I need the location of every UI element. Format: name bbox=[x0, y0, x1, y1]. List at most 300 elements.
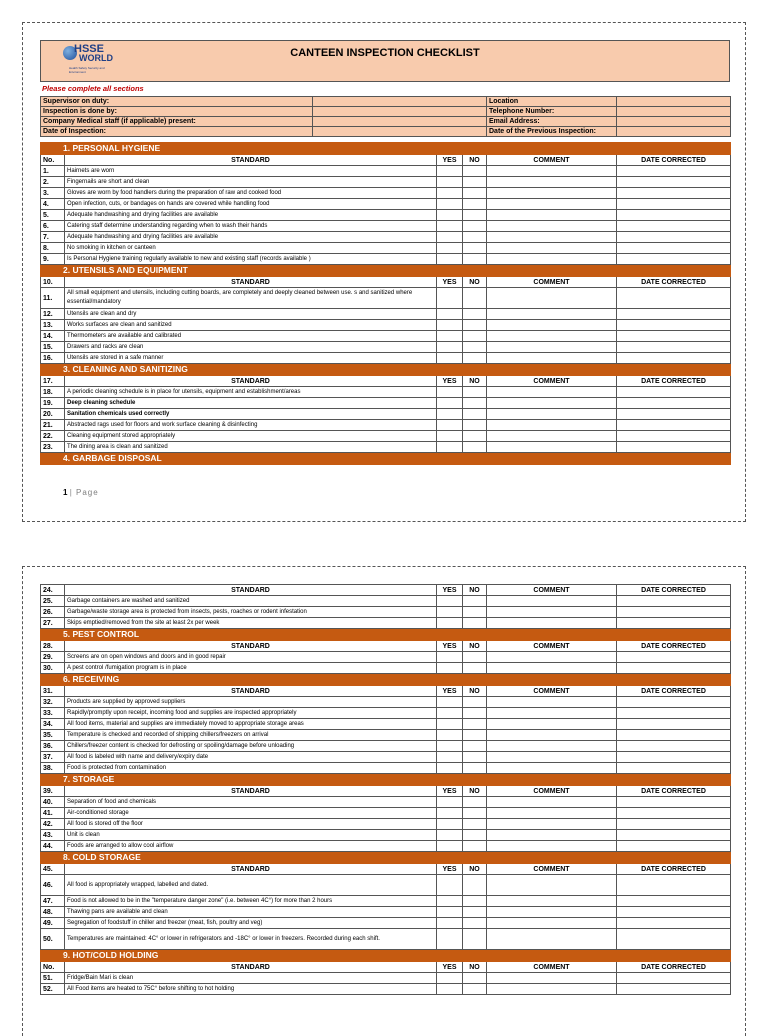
col-no: No. bbox=[41, 155, 65, 166]
yes-cell[interactable] bbox=[437, 431, 463, 442]
no-cell[interactable] bbox=[463, 819, 487, 830]
yes-cell[interactable] bbox=[437, 409, 463, 420]
comment-cell[interactable] bbox=[487, 607, 617, 618]
yes-cell[interactable] bbox=[437, 708, 463, 719]
yes-cell[interactable] bbox=[437, 896, 463, 907]
comment-cell[interactable] bbox=[487, 596, 617, 607]
yes-cell[interactable] bbox=[437, 331, 463, 342]
no-cell[interactable] bbox=[463, 243, 487, 254]
comment-cell[interactable] bbox=[487, 918, 617, 929]
section-title: 1. PERSONAL HYGIENE bbox=[41, 143, 731, 155]
checklist-row bbox=[41, 841, 731, 852]
date-corrected-cell[interactable] bbox=[617, 166, 731, 177]
date-corrected-cell[interactable] bbox=[617, 819, 731, 830]
inspection-info-table bbox=[40, 96, 731, 137]
comment-cell[interactable] bbox=[487, 618, 617, 629]
date-corrected-cell[interactable] bbox=[617, 918, 731, 929]
yes-cell[interactable] bbox=[437, 973, 463, 984]
no-cell[interactable] bbox=[463, 708, 487, 719]
no-cell[interactable] bbox=[463, 254, 487, 265]
item-number: 32. bbox=[41, 697, 65, 708]
date-corrected-cell[interactable] bbox=[617, 741, 731, 752]
section-title: 4. GARBAGE DISPOSAL bbox=[41, 453, 731, 465]
item-number: 37. bbox=[41, 752, 65, 763]
comment-cell[interactable] bbox=[487, 741, 617, 752]
date-corrected-cell[interactable] bbox=[617, 199, 731, 210]
comment-cell[interactable] bbox=[487, 929, 617, 950]
column-header-row bbox=[41, 376, 731, 387]
item-number: 49. bbox=[41, 918, 65, 929]
yes-cell[interactable] bbox=[437, 652, 463, 663]
no-cell[interactable] bbox=[463, 221, 487, 232]
date-corrected-cell[interactable] bbox=[617, 618, 731, 629]
no-cell[interactable] bbox=[463, 210, 487, 221]
col-no: No. bbox=[41, 962, 65, 973]
date-corrected-cell[interactable] bbox=[617, 596, 731, 607]
date-inspection-field[interactable] bbox=[313, 127, 487, 137]
item-number: 4. bbox=[41, 199, 65, 210]
column-header-row bbox=[41, 155, 731, 166]
col-yes: YES bbox=[437, 786, 463, 797]
comment-cell[interactable] bbox=[487, 288, 617, 309]
no-cell[interactable] bbox=[463, 618, 487, 629]
date-corrected-cell[interactable] bbox=[617, 841, 731, 852]
item-standard: Adequate handwashing and drying facilities are available bbox=[65, 232, 437, 243]
col-comment: COMMENT bbox=[487, 641, 617, 652]
item-number: 36. bbox=[41, 741, 65, 752]
yes-cell[interactable] bbox=[437, 243, 463, 254]
no-cell[interactable] bbox=[463, 342, 487, 353]
item-number: 15. bbox=[41, 342, 65, 353]
no-cell[interactable] bbox=[463, 752, 487, 763]
yes-cell[interactable] bbox=[437, 819, 463, 830]
item-standard: Is Personal Hygiene training regularly available to new and existing staff (records available ) bbox=[65, 254, 437, 265]
yes-cell[interactable] bbox=[437, 342, 463, 353]
column-header-row bbox=[41, 277, 731, 288]
no-cell[interactable] bbox=[463, 697, 487, 708]
date-corrected-cell[interactable] bbox=[617, 232, 731, 243]
date-corrected-cell[interactable] bbox=[617, 309, 731, 320]
date-corrected-cell[interactable] bbox=[617, 752, 731, 763]
item-standard: Drawers and racks are clean bbox=[65, 342, 437, 353]
checklist-row bbox=[41, 984, 731, 995]
comment-cell[interactable] bbox=[487, 431, 617, 442]
comment-cell[interactable] bbox=[487, 830, 617, 841]
item-standard: The dining area is clean and sanitized bbox=[65, 442, 437, 453]
checklist-row bbox=[41, 808, 731, 819]
no-cell[interactable] bbox=[463, 232, 487, 243]
col-comment: COMMENT bbox=[487, 686, 617, 697]
checklist-row bbox=[41, 730, 731, 741]
comment-cell[interactable] bbox=[487, 331, 617, 342]
no-cell[interactable] bbox=[463, 841, 487, 852]
item-number: 45. bbox=[41, 864, 65, 875]
date-corrected-cell[interactable] bbox=[617, 708, 731, 719]
yes-cell[interactable] bbox=[437, 320, 463, 331]
prev-inspection-label: Date of the Previous Inspection: bbox=[487, 127, 617, 137]
checklist-row bbox=[41, 221, 731, 232]
col-yes: YES bbox=[437, 641, 463, 652]
comment-cell[interactable] bbox=[487, 199, 617, 210]
date-corrected-cell[interactable] bbox=[617, 188, 731, 199]
section-title: 5. PEST CONTROL bbox=[41, 629, 731, 641]
item-number: 2. bbox=[41, 177, 65, 188]
item-standard: Air-conditioned storage bbox=[65, 808, 437, 819]
no-cell[interactable] bbox=[463, 984, 487, 995]
comment-cell[interactable] bbox=[487, 752, 617, 763]
yes-cell[interactable] bbox=[437, 309, 463, 320]
col-yes: YES bbox=[437, 277, 463, 288]
date-corrected-cell[interactable] bbox=[617, 797, 731, 808]
no-cell[interactable] bbox=[463, 596, 487, 607]
no-cell[interactable] bbox=[463, 607, 487, 618]
item-number: 9. bbox=[41, 254, 65, 265]
comment-cell[interactable] bbox=[487, 387, 617, 398]
date-corrected-cell[interactable] bbox=[617, 907, 731, 918]
col-comment: COMMENT bbox=[487, 277, 617, 288]
date-corrected-cell[interactable] bbox=[617, 896, 731, 907]
comment-cell[interactable] bbox=[487, 177, 617, 188]
date-corrected-cell[interactable] bbox=[617, 973, 731, 984]
item-standard: Skips emptied/removed from the site at least 2x per week bbox=[65, 618, 437, 629]
no-cell[interactable] bbox=[463, 409, 487, 420]
no-cell[interactable] bbox=[463, 309, 487, 320]
checklist-row bbox=[41, 288, 731, 309]
item-standard: Food is not allowed to be in the "temperature danger zone" (i.e. between 4C°) for more than 2 hours bbox=[65, 896, 437, 907]
col-standard: STANDARD bbox=[65, 277, 437, 288]
item-number: 20. bbox=[41, 409, 65, 420]
checklist-row bbox=[41, 232, 731, 243]
yes-cell[interactable] bbox=[437, 387, 463, 398]
no-cell[interactable] bbox=[463, 431, 487, 442]
page-number: 1 bbox=[63, 488, 68, 497]
date-corrected-cell[interactable] bbox=[617, 984, 731, 995]
col-date-corrected: DATE CORRECTED bbox=[617, 155, 731, 166]
comment-cell[interactable] bbox=[487, 819, 617, 830]
yes-cell[interactable] bbox=[437, 221, 463, 232]
item-number: 48. bbox=[41, 907, 65, 918]
supervisor-label: Supervisor on duty: bbox=[41, 97, 313, 107]
comment-cell[interactable] bbox=[487, 896, 617, 907]
checklist-row bbox=[41, 431, 731, 442]
no-cell[interactable] bbox=[463, 797, 487, 808]
yes-cell[interactable] bbox=[437, 875, 463, 896]
date-corrected-cell[interactable] bbox=[617, 763, 731, 774]
checklist-row bbox=[41, 387, 731, 398]
comment-cell[interactable] bbox=[487, 708, 617, 719]
yes-cell[interactable] bbox=[437, 719, 463, 730]
yes-cell[interactable] bbox=[437, 929, 463, 950]
yes-cell[interactable] bbox=[437, 188, 463, 199]
item-number: 14. bbox=[41, 331, 65, 342]
date-corrected-cell[interactable] bbox=[617, 420, 731, 431]
checklist-row bbox=[41, 320, 731, 331]
no-cell[interactable] bbox=[463, 320, 487, 331]
no-cell[interactable] bbox=[463, 907, 487, 918]
item-standard: Separation of food and chemicals bbox=[65, 797, 437, 808]
checklist-row bbox=[41, 596, 731, 607]
comment-cell[interactable] bbox=[487, 841, 617, 852]
item-standard: Cleaning equipment stored appropriately bbox=[65, 431, 437, 442]
yes-cell[interactable] bbox=[437, 741, 463, 752]
date-corrected-cell[interactable] bbox=[617, 875, 731, 896]
item-number: 10. bbox=[41, 277, 65, 288]
checklist-row bbox=[41, 342, 731, 353]
checklist-row bbox=[41, 353, 731, 364]
comment-cell[interactable] bbox=[487, 663, 617, 674]
no-cell[interactable] bbox=[463, 166, 487, 177]
comment-cell[interactable] bbox=[487, 697, 617, 708]
no-cell[interactable] bbox=[463, 288, 487, 309]
no-cell[interactable] bbox=[463, 331, 487, 342]
item-standard: Garbage/waste storage area is protected from insects, pests, roaches or rodent infestation bbox=[65, 607, 437, 618]
comment-cell[interactable] bbox=[487, 166, 617, 177]
comment-cell[interactable] bbox=[487, 188, 617, 199]
date-corrected-cell[interactable] bbox=[617, 210, 731, 221]
comment-cell[interactable] bbox=[487, 398, 617, 409]
no-cell[interactable] bbox=[463, 353, 487, 364]
yes-cell[interactable] bbox=[437, 607, 463, 618]
yes-cell[interactable] bbox=[437, 254, 463, 265]
comment-cell[interactable] bbox=[487, 409, 617, 420]
item-standard: All food items, material and supplies are immediately moved to appropriate storage areas bbox=[65, 719, 437, 730]
date-corrected-cell[interactable] bbox=[617, 442, 731, 453]
yes-cell[interactable] bbox=[437, 918, 463, 929]
col-standard: STANDARD bbox=[65, 585, 437, 596]
yes-cell[interactable] bbox=[437, 663, 463, 674]
date-corrected-cell[interactable] bbox=[617, 431, 731, 442]
yes-cell[interactable] bbox=[437, 763, 463, 774]
comment-cell[interactable] bbox=[487, 907, 617, 918]
item-number: 23. bbox=[41, 442, 65, 453]
checklist-row bbox=[41, 331, 731, 342]
date-corrected-cell[interactable] bbox=[617, 607, 731, 618]
item-standard: Utensils are stored in a safe manner bbox=[65, 353, 437, 364]
date-corrected-cell[interactable] bbox=[617, 177, 731, 188]
item-number: 7. bbox=[41, 232, 65, 243]
supervisor-field[interactable] bbox=[313, 97, 487, 107]
email-field[interactable] bbox=[617, 117, 731, 127]
yes-cell[interactable] bbox=[437, 808, 463, 819]
item-number: 51. bbox=[41, 973, 65, 984]
checklist-row bbox=[41, 243, 731, 254]
medical-staff-field[interactable] bbox=[313, 117, 487, 127]
yes-cell[interactable] bbox=[437, 288, 463, 309]
yes-cell[interactable] bbox=[437, 596, 463, 607]
yes-cell[interactable] bbox=[437, 232, 463, 243]
yes-cell[interactable] bbox=[437, 752, 463, 763]
no-cell[interactable] bbox=[463, 875, 487, 896]
checklist-row bbox=[41, 697, 731, 708]
checklist-row bbox=[41, 652, 731, 663]
comment-cell[interactable] bbox=[487, 797, 617, 808]
date-corrected-cell[interactable] bbox=[617, 663, 731, 674]
date-corrected-cell[interactable] bbox=[617, 320, 731, 331]
date-inspection-label: Date of Inspection: bbox=[41, 127, 313, 137]
column-header-row bbox=[41, 786, 731, 797]
page-footer bbox=[63, 488, 99, 497]
no-cell[interactable] bbox=[463, 719, 487, 730]
item-number: 21. bbox=[41, 420, 65, 431]
column-header-row bbox=[41, 641, 731, 652]
checklist-row bbox=[41, 188, 731, 199]
yes-cell[interactable] bbox=[437, 177, 463, 188]
no-cell[interactable] bbox=[463, 398, 487, 409]
item-number: 22. bbox=[41, 431, 65, 442]
no-cell[interactable] bbox=[463, 420, 487, 431]
date-corrected-cell[interactable] bbox=[617, 243, 731, 254]
section-title: 8. COLD STORAGE bbox=[41, 852, 731, 864]
yes-cell[interactable] bbox=[437, 697, 463, 708]
item-standard: Thermometers are available and calibrated bbox=[65, 331, 437, 342]
item-number: 11. bbox=[41, 288, 65, 309]
checklist-row bbox=[41, 309, 731, 320]
yes-cell[interactable] bbox=[437, 730, 463, 741]
comment-cell[interactable] bbox=[487, 973, 617, 984]
no-cell[interactable] bbox=[463, 808, 487, 819]
item-number: 1. bbox=[41, 166, 65, 177]
item-number: 47. bbox=[41, 896, 65, 907]
instruction-note: Please complete all sections bbox=[42, 84, 144, 93]
comment-cell[interactable] bbox=[487, 320, 617, 331]
item-standard: Food is protected from contamination bbox=[65, 763, 437, 774]
no-cell[interactable] bbox=[463, 177, 487, 188]
date-corrected-cell[interactable] bbox=[617, 697, 731, 708]
no-cell[interactable] bbox=[463, 830, 487, 841]
yes-cell[interactable] bbox=[437, 442, 463, 453]
col-standard: STANDARD bbox=[65, 962, 437, 973]
comment-cell[interactable] bbox=[487, 210, 617, 221]
yes-cell[interactable] bbox=[437, 420, 463, 431]
yes-cell[interactable] bbox=[437, 199, 463, 210]
item-standard: All food is appropriately wrapped, labelled and dated. bbox=[65, 875, 437, 896]
comment-cell[interactable] bbox=[487, 719, 617, 730]
date-corrected-cell[interactable] bbox=[617, 730, 731, 741]
comment-cell[interactable] bbox=[487, 875, 617, 896]
yes-cell[interactable] bbox=[437, 353, 463, 364]
comment-cell[interactable] bbox=[487, 984, 617, 995]
comment-cell[interactable] bbox=[487, 243, 617, 254]
checklist-row bbox=[41, 442, 731, 453]
item-number: 44. bbox=[41, 841, 65, 852]
col-comment: COMMENT bbox=[487, 786, 617, 797]
col-standard: STANDARD bbox=[65, 864, 437, 875]
yes-cell[interactable] bbox=[437, 398, 463, 409]
page-2 bbox=[22, 566, 746, 1036]
no-cell[interactable] bbox=[463, 763, 487, 774]
logo-text-world: WORLD bbox=[79, 53, 113, 63]
checklist-row bbox=[41, 797, 731, 808]
checklist-row bbox=[41, 210, 731, 221]
comment-cell[interactable] bbox=[487, 808, 617, 819]
no-cell[interactable] bbox=[463, 442, 487, 453]
checklist-row bbox=[41, 819, 731, 830]
comment-cell[interactable] bbox=[487, 309, 617, 320]
comment-cell[interactable] bbox=[487, 730, 617, 741]
comment-cell[interactable] bbox=[487, 353, 617, 364]
yes-cell[interactable] bbox=[437, 830, 463, 841]
date-corrected-cell[interactable] bbox=[617, 342, 731, 353]
item-standard: Open infection, cuts, or bandages on hands are covered while handling food bbox=[65, 199, 437, 210]
item-number: 34. bbox=[41, 719, 65, 730]
checklist-row bbox=[41, 830, 731, 841]
comment-cell[interactable] bbox=[487, 652, 617, 663]
yes-cell[interactable] bbox=[437, 166, 463, 177]
date-corrected-cell[interactable] bbox=[617, 331, 731, 342]
comment-cell[interactable] bbox=[487, 221, 617, 232]
date-corrected-cell[interactable] bbox=[617, 808, 731, 819]
location-label: Location bbox=[487, 97, 617, 107]
date-corrected-cell[interactable] bbox=[617, 353, 731, 364]
date-corrected-cell[interactable] bbox=[617, 830, 731, 841]
col-no-answer: NO bbox=[463, 864, 487, 875]
date-corrected-cell[interactable] bbox=[617, 398, 731, 409]
date-corrected-cell[interactable] bbox=[617, 387, 731, 398]
col-yes: YES bbox=[437, 962, 463, 973]
col-comment: COMMENT bbox=[487, 864, 617, 875]
no-cell[interactable] bbox=[463, 387, 487, 398]
col-date-corrected: DATE CORRECTED bbox=[617, 376, 731, 387]
col-yes: YES bbox=[437, 864, 463, 875]
checklist-row bbox=[41, 875, 731, 896]
no-cell[interactable] bbox=[463, 741, 487, 752]
comment-cell[interactable] bbox=[487, 342, 617, 353]
prev-inspection-field[interactable] bbox=[617, 127, 731, 137]
item-standard: Hairnets are worn bbox=[65, 166, 437, 177]
item-number: 26. bbox=[41, 607, 65, 618]
section-title: 6. RECEIVING bbox=[41, 674, 731, 686]
comment-cell[interactable] bbox=[487, 232, 617, 243]
date-corrected-cell[interactable] bbox=[617, 288, 731, 309]
telephone-field[interactable] bbox=[617, 107, 731, 117]
no-cell[interactable] bbox=[463, 730, 487, 741]
item-number: 38. bbox=[41, 763, 65, 774]
no-cell[interactable] bbox=[463, 918, 487, 929]
item-standard: Thawing pans are available and clean bbox=[65, 907, 437, 918]
comment-cell[interactable] bbox=[487, 442, 617, 453]
no-cell[interactable] bbox=[463, 663, 487, 674]
comment-cell[interactable] bbox=[487, 420, 617, 431]
yes-cell[interactable] bbox=[437, 907, 463, 918]
item-standard: Fingernails are short and clean bbox=[65, 177, 437, 188]
date-corrected-cell[interactable] bbox=[617, 221, 731, 232]
date-corrected-cell[interactable] bbox=[617, 929, 731, 950]
no-cell[interactable] bbox=[463, 896, 487, 907]
comment-cell[interactable] bbox=[487, 763, 617, 774]
date-corrected-cell[interactable] bbox=[617, 254, 731, 265]
email-label: Email Address: bbox=[487, 117, 617, 127]
date-corrected-cell[interactable] bbox=[617, 652, 731, 663]
no-cell[interactable] bbox=[463, 929, 487, 950]
yes-cell[interactable] bbox=[437, 210, 463, 221]
col-comment: COMMENT bbox=[487, 155, 617, 166]
no-cell[interactable] bbox=[463, 973, 487, 984]
location-field[interactable] bbox=[617, 97, 731, 107]
inspection-by-field[interactable] bbox=[313, 107, 487, 117]
item-standard: Fridge/Bain Mari is clean bbox=[65, 973, 437, 984]
comment-cell[interactable] bbox=[487, 254, 617, 265]
item-number: 24. bbox=[41, 585, 65, 596]
no-cell[interactable] bbox=[463, 188, 487, 199]
yes-cell[interactable] bbox=[437, 984, 463, 995]
yes-cell[interactable] bbox=[437, 618, 463, 629]
no-cell[interactable] bbox=[463, 652, 487, 663]
yes-cell[interactable] bbox=[437, 797, 463, 808]
date-corrected-cell[interactable] bbox=[617, 409, 731, 420]
yes-cell[interactable] bbox=[437, 841, 463, 852]
date-corrected-cell[interactable] bbox=[617, 719, 731, 730]
no-cell[interactable] bbox=[463, 199, 487, 210]
